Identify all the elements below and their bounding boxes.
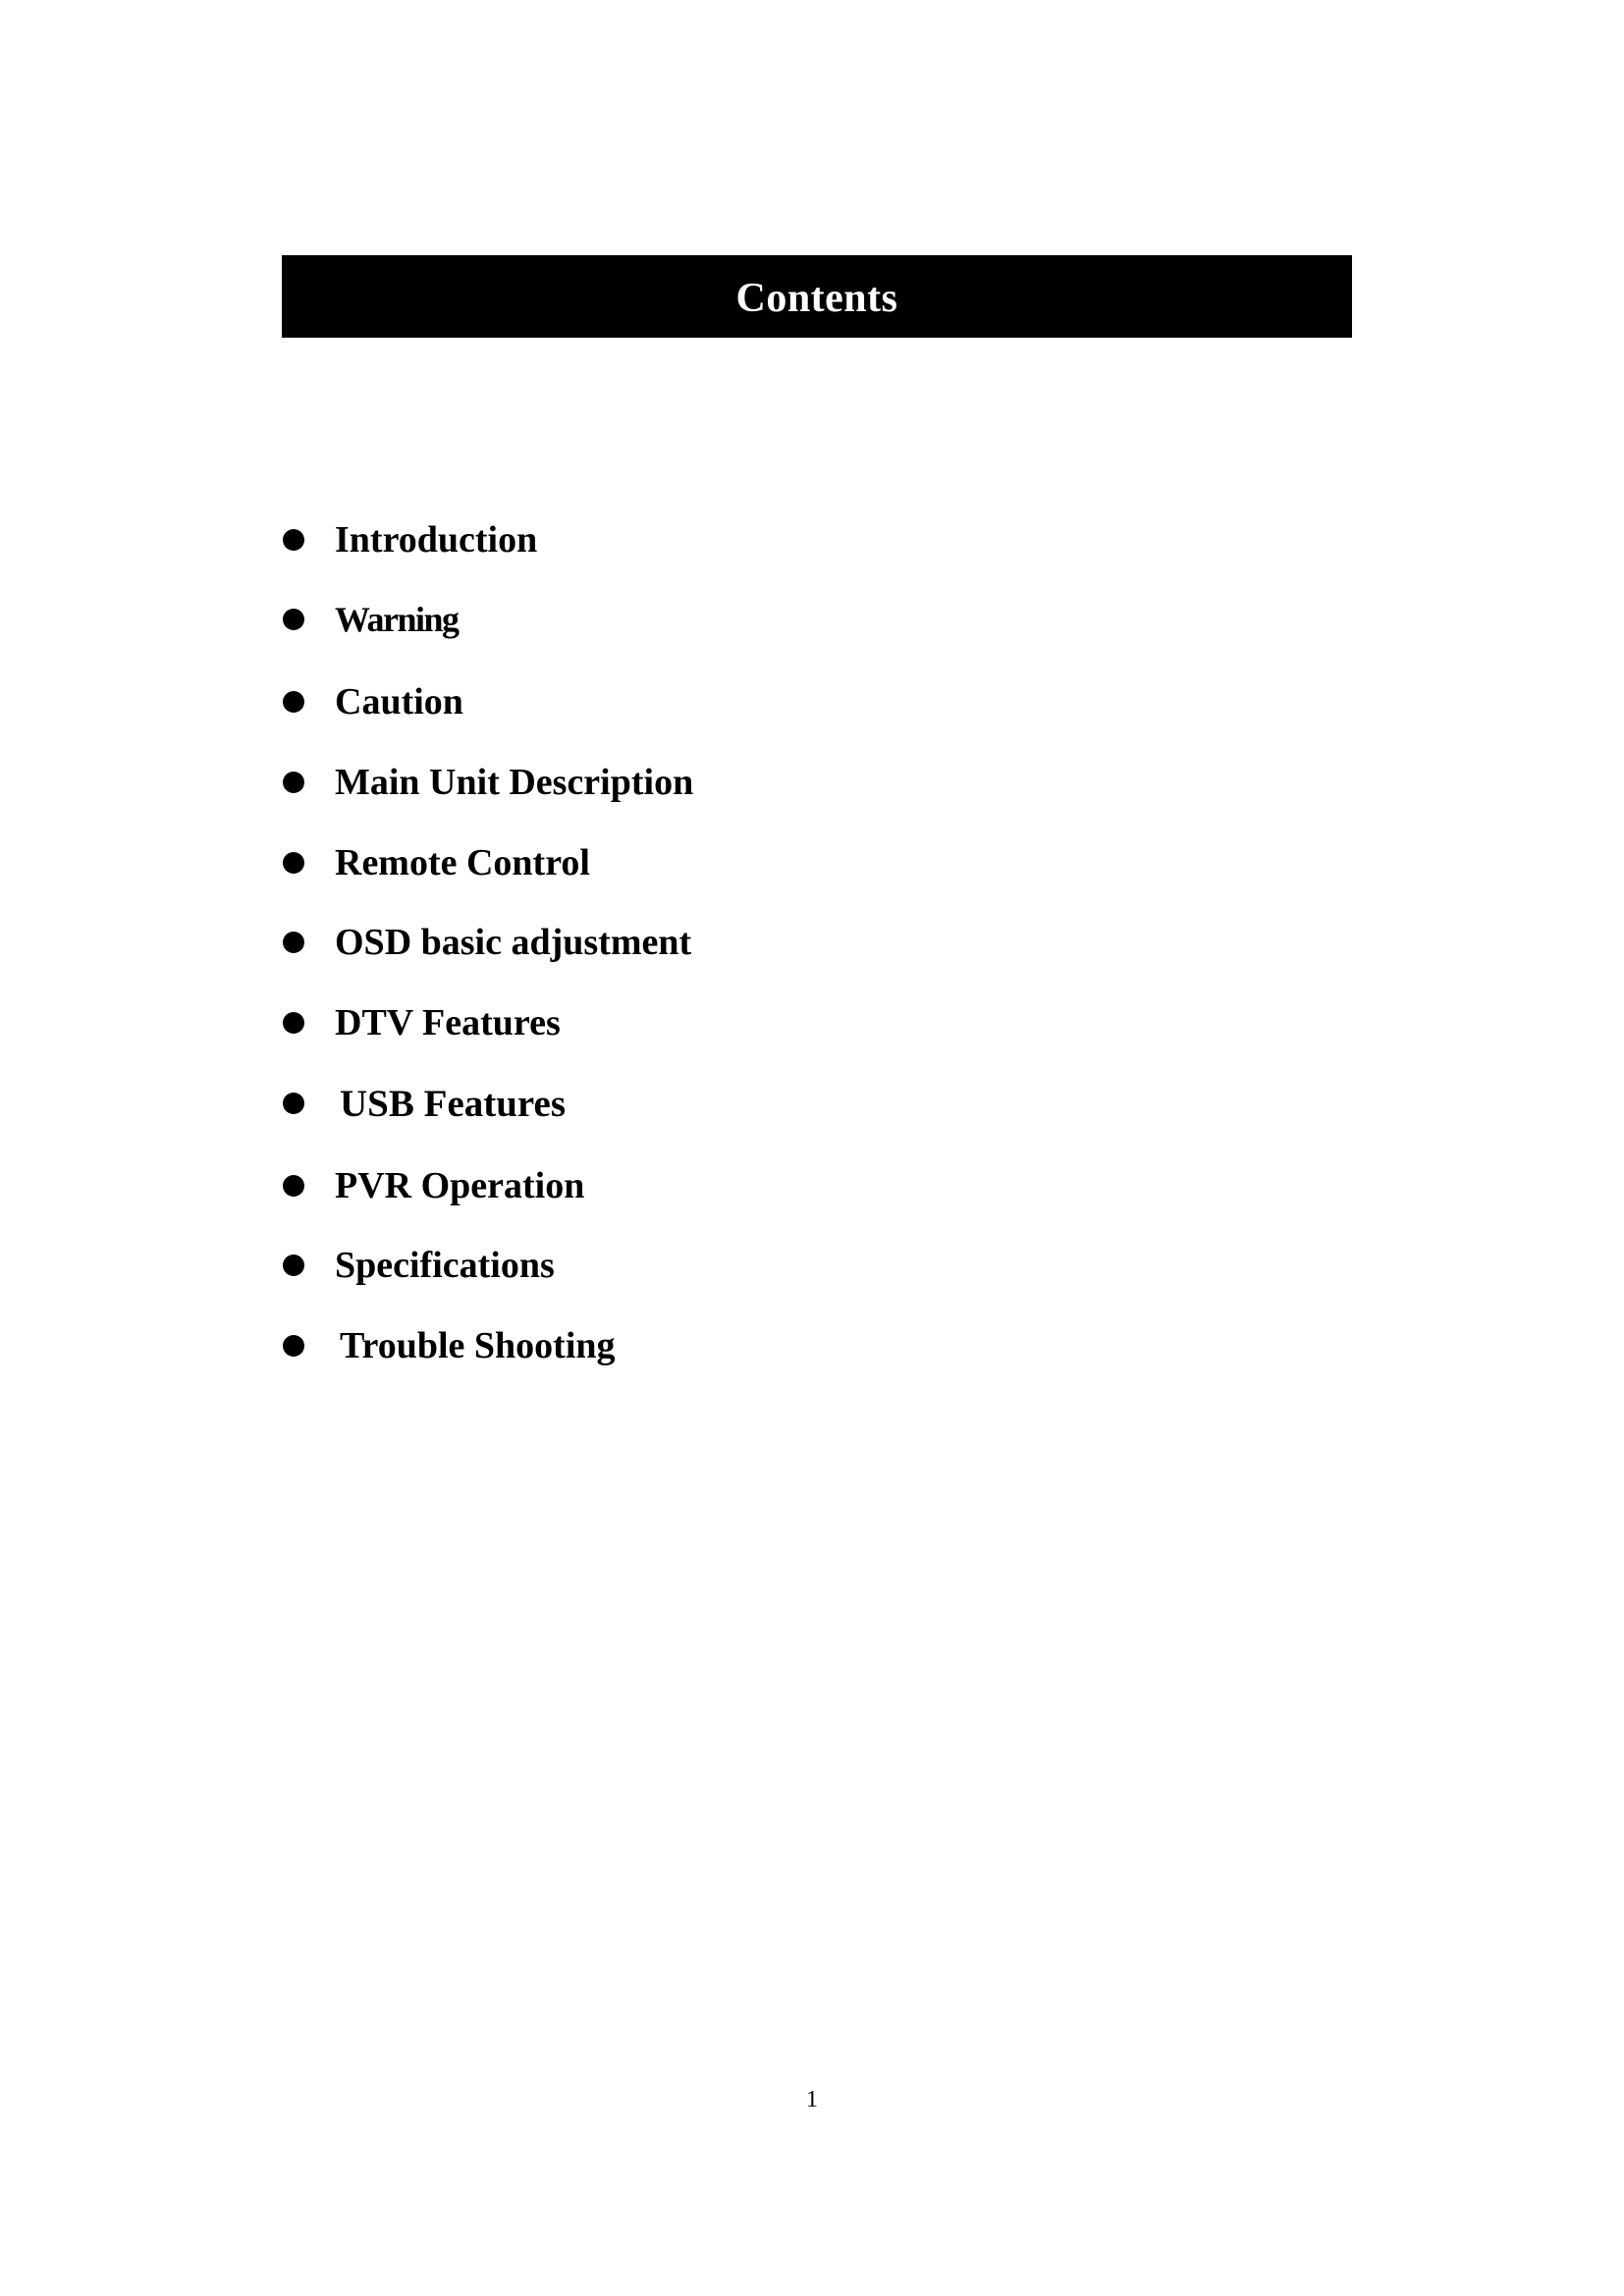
bullet-icon xyxy=(283,772,304,793)
bullet-icon xyxy=(283,691,304,713)
toc-item-usb-features xyxy=(283,1074,566,1133)
toc-item-remote-control xyxy=(283,833,590,892)
toc-item-label: Trouble Shooting xyxy=(340,1325,616,1366)
toc-item-label: PVR Operation xyxy=(335,1165,585,1206)
bullet-icon xyxy=(283,1335,304,1357)
toc-item-label: Main Unit Description xyxy=(335,762,694,803)
toc-item-main-unit-description xyxy=(283,753,693,812)
bullet-icon xyxy=(283,609,304,630)
toc-item-osd-basic-adjustment xyxy=(283,913,691,972)
page-title: Contents xyxy=(735,276,898,321)
bullet-icon xyxy=(283,1255,304,1276)
toc-item-introduction xyxy=(283,510,537,569)
toc-item-dtv-features xyxy=(283,993,561,1052)
toc-item-label: Specifications xyxy=(335,1245,555,1286)
toc-item-specifications xyxy=(283,1236,555,1295)
toc-item-trouble-shooting xyxy=(283,1316,616,1375)
toc-item-pvr-operation xyxy=(283,1156,584,1215)
page-number: 1 xyxy=(806,2087,818,2112)
toc-item-label: Warning xyxy=(335,600,459,639)
toc-item-warning xyxy=(283,590,459,649)
bullet-icon xyxy=(283,852,304,874)
toc-item-label: OSD basic adjustment xyxy=(335,922,692,963)
bullet-icon xyxy=(283,1012,304,1034)
toc-item-label: USB Features xyxy=(340,1082,567,1125)
bullet-icon xyxy=(283,529,304,551)
toc-item-caution xyxy=(283,672,463,731)
toc-item-label: Remote Control xyxy=(335,842,590,883)
toc-item-label: Caution xyxy=(335,681,463,722)
bullet-icon xyxy=(283,1093,304,1114)
toc-item-label: DTV Features xyxy=(335,1002,561,1043)
toc-item-label: Introduction xyxy=(335,519,538,561)
bullet-icon xyxy=(283,932,304,953)
bullet-icon xyxy=(283,1175,304,1197)
